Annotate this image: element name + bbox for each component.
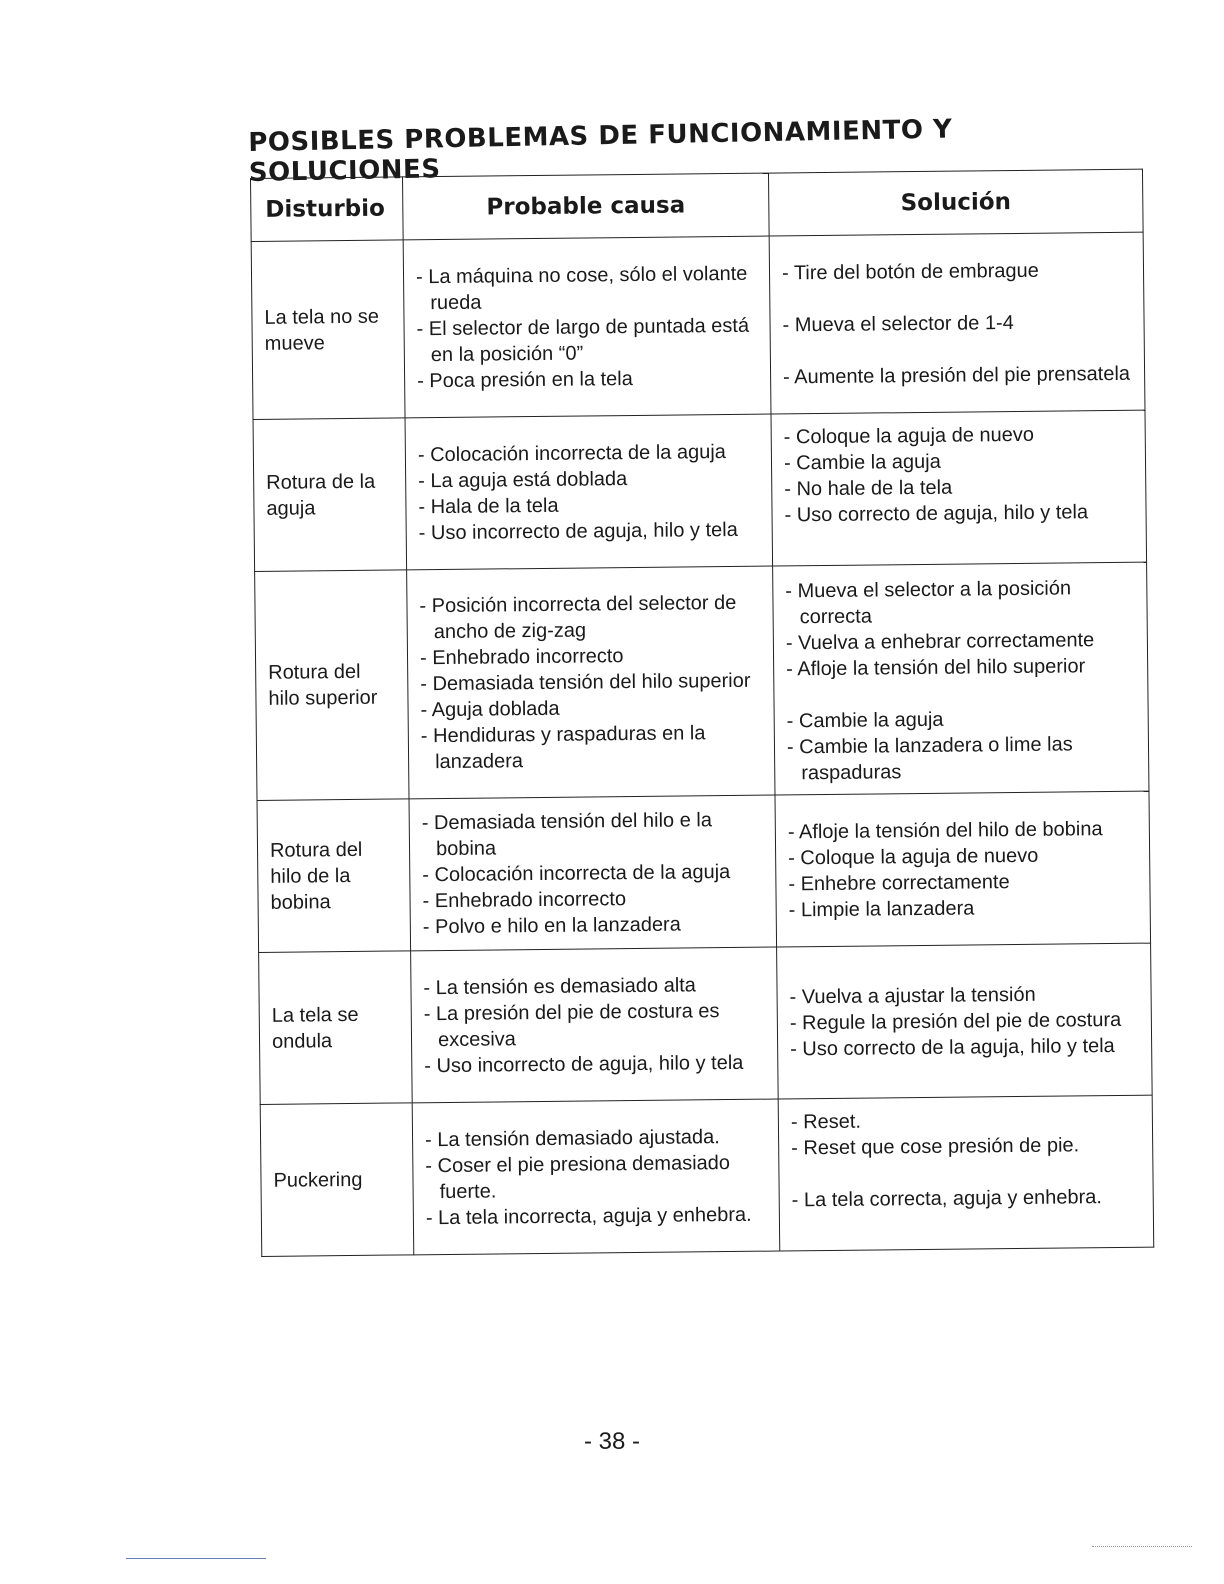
solution-item: - Afloje la tensión del hilo superior	[786, 655, 1086, 681]
footer-dotted-rule	[1092, 1546, 1192, 1547]
solution-item: - Vuelva a ajustar la tensión	[789, 983, 1036, 1008]
cause-item: - Poca presión en la tela	[417, 367, 633, 392]
cause-item: - Aguja doblada	[420, 697, 560, 722]
solution-item: - Cambie la aguja	[783, 450, 941, 475]
solution-item: - Mueva el selector de 1-4	[782, 311, 1014, 336]
solutions-cell	[777, 943, 1153, 1099]
cause-item: - Demasiada tensión del hilo e la bobina	[421, 808, 713, 860]
footer-rule	[126, 1558, 266, 1559]
cause-item: - La máquina no cose, sólo el volante rueda	[415, 262, 748, 314]
solution-item: - Coloque la aguja de nuevo	[783, 423, 1035, 449]
solution-item: - Cambie la aguja	[786, 708, 944, 733]
cause-item: - La tensión demasiado ajustada.	[424, 1125, 720, 1151]
solution-item: - Mueva el selector a la posición correcta	[785, 577, 1072, 629]
page-number: - 38 -	[583, 1428, 640, 1455]
cause-item: - Enhebrado incorrecto	[422, 887, 627, 912]
cause-item: - Hendiduras y raspaduras en la lanzadera	[420, 722, 706, 774]
troubleshooting-table	[250, 169, 1154, 1257]
cause-item: - La presión del pie de costura es excesiva	[423, 999, 720, 1051]
cause-item: - Hala de la tela	[418, 494, 559, 518]
solution-item: - Uso correcto de aguja, hilo y tela	[784, 501, 1089, 527]
solutions-cell	[773, 562, 1149, 795]
table-row	[253, 410, 1147, 571]
cause-item: - Demasiada tensión del hilo superior	[420, 669, 751, 696]
cause-item: - Posición incorrecta del selector de ancho de zig-zag	[419, 591, 737, 644]
solutions-cell	[769, 232, 1145, 414]
cause-item: - La tensión es demasiado alta	[423, 973, 696, 999]
cause-item: - Polvo e hilo en la lanzadera	[422, 913, 681, 938]
table-row	[257, 791, 1151, 952]
solution-item: - La tela correcta, aguja y enhebra.	[791, 1186, 1103, 1212]
causes-cell	[412, 1099, 780, 1255]
solutions-cell	[771, 410, 1147, 566]
causes-cell	[403, 236, 771, 418]
troubleshooting-table-wrapper	[250, 169, 1161, 1257]
cause-item: - La aguja está doblada	[418, 467, 628, 492]
solution-item: - Aumente la presión del pie prensatela	[782, 362, 1131, 388]
solution-item: - Coloque la aguja de nuevo	[788, 844, 1039, 869]
header-probable-causa: Probable causa	[402, 173, 769, 240]
cause-item: - La tela incorrecta, aguja y enhebra.	[425, 1203, 752, 1229]
causes-cell	[409, 795, 777, 951]
solution-item: - Uso correcto de la aguja, hilo y tela	[790, 1034, 1115, 1060]
table-row	[259, 943, 1153, 1104]
solution-item: - Afloje la tensión del hilo de bobina	[787, 817, 1103, 843]
cause-item: - Uso incorrecto de aguja, hilo y tela	[418, 518, 738, 544]
header-disturbio: Disturbio	[251, 177, 404, 242]
disturbio-cell: Puckering	[260, 1103, 414, 1257]
solution-item: - Enhebre correctamente	[788, 870, 1010, 895]
causes-cell	[407, 566, 775, 799]
cause-item: - Coser el pie presiona demasiado fuerte.	[425, 1151, 731, 1203]
causes-cell	[411, 947, 779, 1103]
disturbio-cell: Rotura del hilo superior	[255, 570, 409, 801]
disturbio-cell: Rotura del hilo de la bobina	[257, 799, 411, 953]
solution-item: - Reset.	[790, 1110, 862, 1134]
cause-item: - El selector de largo de puntada está en la posición “0”	[416, 314, 750, 366]
solutions-cell	[775, 791, 1151, 947]
table-row	[255, 562, 1149, 800]
solution-item: - No hale de la tela	[784, 476, 953, 501]
solutions-cell	[778, 1095, 1154, 1251]
causes-cell	[405, 414, 773, 570]
disturbio-cell: La tela se ondula	[259, 951, 413, 1105]
solution-item: - Regule la presión del pie de costura	[789, 1008, 1122, 1034]
solution-item: - Reset que cose presión de pie.	[791, 1134, 1080, 1160]
cause-item: - Enhebrado incorrecto	[419, 645, 624, 670]
solution-item: - Cambie la lanzadera o lime las raspaduras	[786, 733, 1073, 785]
table-row	[260, 1095, 1154, 1256]
header-solucion: Solución	[768, 169, 1143, 236]
solution-item: - Limpie la lanzadera	[788, 896, 975, 921]
table-header-row	[251, 169, 1144, 241]
page-title: POSIBLES PROBLEMAS DE FUNCIONAMIENTO Y SOLUCIONES	[248, 114, 953, 188]
cause-item: - Uso incorrecto de aguja, hilo y tela	[424, 1051, 744, 1077]
disturbio-cell: La tela no se mueve	[251, 240, 405, 420]
cause-item: - Colocación incorrecta de la aguja	[417, 440, 726, 466]
disturbio-cell: Rotura de la aguja	[253, 418, 407, 572]
table-row	[251, 232, 1145, 419]
cause-item: - Colocación incorrecta de la aguja	[422, 860, 731, 886]
solution-item: - Tire del botón de embrague	[781, 259, 1039, 284]
solution-item: - Vuelva a enhebrar correctamente	[785, 629, 1095, 655]
